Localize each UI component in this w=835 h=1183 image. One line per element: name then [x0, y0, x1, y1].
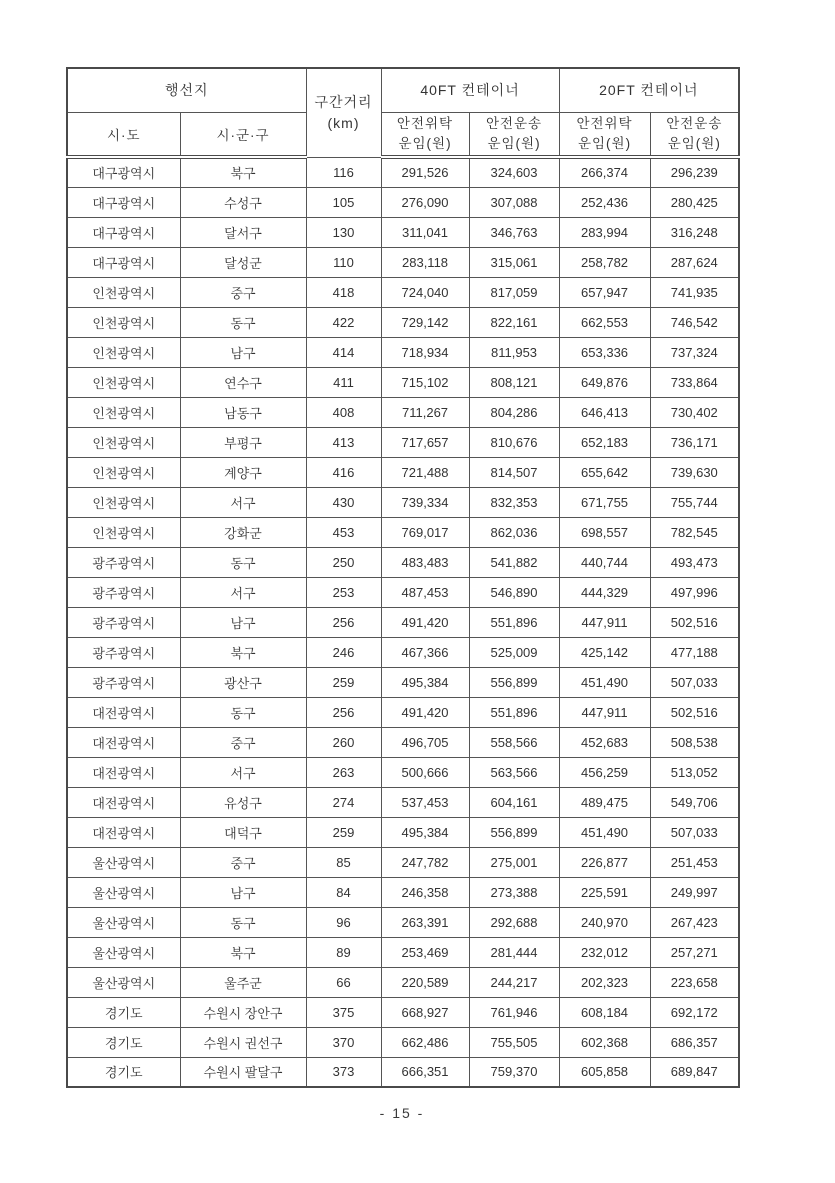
- header-row-columns: [67, 112, 739, 157]
- cell-sigungu: 남구: [180, 337, 306, 367]
- cell-sido: 대구광역시: [67, 157, 180, 187]
- cell-distance: 263: [306, 757, 381, 787]
- table-row: [67, 967, 739, 997]
- cell-sido: 대구광역시: [67, 217, 180, 247]
- cell-20ft-witak: 602,368: [559, 1027, 650, 1057]
- cell-sigungu: 연수구: [180, 367, 306, 397]
- cell-sigungu: 서구: [180, 757, 306, 787]
- cell-sigungu: 수성구: [180, 187, 306, 217]
- table-row: [67, 397, 739, 427]
- table-row: [67, 337, 739, 367]
- cell-distance: 256: [306, 607, 381, 637]
- cell-sigungu: 강화군: [180, 517, 306, 547]
- cell-distance: 110: [306, 247, 381, 277]
- cell-40ft-witak: 668,927: [381, 997, 469, 1027]
- cell-20ft-witak: 698,557: [559, 517, 650, 547]
- header-20ft-unsong: [650, 112, 739, 157]
- cell-distance: 85: [306, 847, 381, 877]
- cell-20ft-witak: 489,475: [559, 787, 650, 817]
- cell-sido: 울산광역시: [67, 907, 180, 937]
- table-row: [67, 277, 739, 307]
- cell-40ft-witak: 246,358: [381, 877, 469, 907]
- cell-distance: 274: [306, 787, 381, 817]
- cell-distance: 259: [306, 667, 381, 697]
- cell-40ft-witak: 220,589: [381, 967, 469, 997]
- cell-20ft-witak: 657,947: [559, 277, 650, 307]
- cell-20ft-witak: 662,553: [559, 307, 650, 337]
- cell-20ft-witak: 252,436: [559, 187, 650, 217]
- cell-sido: 인천광역시: [67, 307, 180, 337]
- cell-20ft-witak: 451,490: [559, 817, 650, 847]
- cell-40ft-unsong: 604,161: [469, 787, 559, 817]
- cell-sigungu: 수원시 팔달구: [180, 1057, 306, 1087]
- cell-20ft-unsong: 508,538: [650, 727, 739, 757]
- cell-distance: 96: [306, 907, 381, 937]
- cell-distance: 246: [306, 637, 381, 667]
- header-distance-line2: (km): [327, 114, 360, 131]
- cell-20ft-witak: 225,591: [559, 877, 650, 907]
- cell-40ft-witak: 537,453: [381, 787, 469, 817]
- header-40ft-unsong: [469, 112, 559, 157]
- header-sido: 시·도: [67, 112, 180, 157]
- header-20ft-witak-line2: 운임(원): [577, 135, 632, 151]
- cell-20ft-witak: 440,744: [559, 547, 650, 577]
- cell-distance: 418: [306, 277, 381, 307]
- cell-sido: 광주광역시: [67, 607, 180, 637]
- cell-distance: 116: [306, 157, 381, 187]
- table-row: [67, 187, 739, 217]
- cell-40ft-witak: 718,934: [381, 337, 469, 367]
- header-40ft-witak-line1: 안전위탁: [396, 116, 454, 132]
- cell-40ft-witak: 715,102: [381, 367, 469, 397]
- cell-sigungu: 부평구: [180, 427, 306, 457]
- cell-40ft-witak: 491,420: [381, 607, 469, 637]
- cell-20ft-witak: 283,994: [559, 217, 650, 247]
- cell-distance: 422: [306, 307, 381, 337]
- table-row: [67, 367, 739, 397]
- cell-40ft-witak: 291,526: [381, 157, 469, 187]
- cell-20ft-unsong: 316,248: [650, 217, 739, 247]
- cell-sigungu: 동구: [180, 307, 306, 337]
- cell-40ft-witak: 491,420: [381, 697, 469, 727]
- cell-20ft-witak: 652,183: [559, 427, 650, 457]
- page-number: - 15 -: [379, 1105, 425, 1121]
- cell-20ft-unsong: 507,033: [650, 817, 739, 847]
- table-row: [67, 307, 739, 337]
- cell-20ft-witak: 444,329: [559, 577, 650, 607]
- cell-40ft-unsong: 541,882: [469, 547, 559, 577]
- header-20ft-witak-line1: 안전위탁: [576, 116, 633, 132]
- cell-40ft-unsong: 755,505: [469, 1027, 559, 1057]
- cell-40ft-witak: 483,483: [381, 547, 469, 577]
- cell-20ft-witak: 232,012: [559, 937, 650, 967]
- cell-40ft-unsong: 810,676: [469, 427, 559, 457]
- cell-40ft-unsong: 556,899: [469, 817, 559, 847]
- cell-20ft-unsong: 736,171: [650, 427, 739, 457]
- cell-20ft-unsong: 686,357: [650, 1027, 739, 1057]
- table-row: [67, 937, 739, 967]
- table-row: [67, 487, 739, 517]
- cell-20ft-unsong: 755,744: [650, 487, 739, 517]
- cell-20ft-witak: 425,142: [559, 637, 650, 667]
- header-20ft-unsong-line2: 운임(원): [667, 135, 721, 151]
- cell-40ft-witak: 495,384: [381, 817, 469, 847]
- cell-sigungu: 동구: [180, 697, 306, 727]
- cell-40ft-unsong: 551,896: [469, 607, 559, 637]
- cell-20ft-witak: 653,336: [559, 337, 650, 367]
- table-row: [67, 697, 739, 727]
- cell-sido: 경기도: [67, 1027, 180, 1057]
- cell-sido: 울산광역시: [67, 967, 180, 997]
- table-row: [67, 457, 739, 487]
- cell-distance: 105: [306, 187, 381, 217]
- table-row: [67, 607, 739, 637]
- cell-distance: 430: [306, 487, 381, 517]
- cell-20ft-unsong: 267,423: [650, 907, 739, 937]
- table-row: [67, 157, 739, 187]
- cell-20ft-witak: 605,858: [559, 1057, 650, 1087]
- cell-40ft-witak: 662,486: [381, 1027, 469, 1057]
- cell-sido: 인천광역시: [67, 427, 180, 457]
- cell-sido: 광주광역시: [67, 637, 180, 667]
- cell-distance: 453: [306, 517, 381, 547]
- cell-40ft-unsong: 862,036: [469, 517, 559, 547]
- cell-sigungu: 서구: [180, 577, 306, 607]
- cell-20ft-unsong: 251,453: [650, 847, 739, 877]
- cell-20ft-unsong: 739,630: [650, 457, 739, 487]
- cell-sido: 울산광역시: [67, 847, 180, 877]
- cell-20ft-unsong: 477,188: [650, 637, 739, 667]
- cell-40ft-witak: 717,657: [381, 427, 469, 457]
- cell-40ft-unsong: 346,763: [469, 217, 559, 247]
- cell-20ft-witak: 240,970: [559, 907, 650, 937]
- table-body: [67, 157, 739, 1087]
- table-row: [67, 517, 739, 547]
- cell-distance: 408: [306, 397, 381, 427]
- cell-40ft-witak: 711,267: [381, 397, 469, 427]
- cell-40ft-unsong: 822,161: [469, 307, 559, 337]
- cell-40ft-unsong: 811,953: [469, 337, 559, 367]
- cell-sido: 대전광역시: [67, 787, 180, 817]
- cell-sigungu: 유성구: [180, 787, 306, 817]
- cell-40ft-unsong: 817,059: [469, 277, 559, 307]
- header-40ft-group: 40FT 컨테이너: [381, 68, 559, 112]
- cell-sigungu: 울주군: [180, 967, 306, 997]
- table-row: [67, 427, 739, 457]
- cell-40ft-witak: 495,384: [381, 667, 469, 697]
- cell-20ft-unsong: 730,402: [650, 397, 739, 427]
- cell-40ft-witak: 500,666: [381, 757, 469, 787]
- cell-sido: 광주광역시: [67, 547, 180, 577]
- cell-sigungu: 광산구: [180, 667, 306, 697]
- table-row: [67, 727, 739, 757]
- cell-sigungu: 남구: [180, 607, 306, 637]
- cell-40ft-unsong: 292,688: [469, 907, 559, 937]
- cell-sido: 대구광역시: [67, 247, 180, 277]
- cell-40ft-unsong: 556,899: [469, 667, 559, 697]
- cell-40ft-unsong: 307,088: [469, 187, 559, 217]
- cell-sido: 대전광역시: [67, 727, 180, 757]
- cell-20ft-witak: 447,911: [559, 697, 650, 727]
- cell-20ft-unsong: 249,997: [650, 877, 739, 907]
- cell-20ft-unsong: 513,052: [650, 757, 739, 787]
- cell-40ft-unsong: 315,061: [469, 247, 559, 277]
- cell-40ft-unsong: 761,946: [469, 997, 559, 1027]
- table-row: [67, 847, 739, 877]
- cell-40ft-unsong: 814,507: [469, 457, 559, 487]
- cell-distance: 256: [306, 697, 381, 727]
- cell-20ft-unsong: 733,864: [650, 367, 739, 397]
- cell-20ft-witak: 649,876: [559, 367, 650, 397]
- table-row: [67, 787, 739, 817]
- header-40ft-unsong-line2: 운임(원): [487, 135, 541, 151]
- cell-20ft-unsong: 257,271: [650, 937, 739, 967]
- cell-20ft-witak: 202,323: [559, 967, 650, 997]
- cell-sido: 울산광역시: [67, 937, 180, 967]
- cell-20ft-unsong: 502,516: [650, 607, 739, 637]
- header-20ft-unsong-line1: 안전운송: [666, 116, 723, 132]
- table-row: [67, 547, 739, 577]
- cell-distance: 66: [306, 967, 381, 997]
- cell-40ft-witak: 311,041: [381, 217, 469, 247]
- cell-40ft-witak: 724,040: [381, 277, 469, 307]
- cell-sido: 인천광역시: [67, 397, 180, 427]
- cell-distance: 375: [306, 997, 381, 1027]
- cell-40ft-unsong: 324,603: [469, 157, 559, 187]
- cell-40ft-witak: 769,017: [381, 517, 469, 547]
- cell-40ft-unsong: 558,566: [469, 727, 559, 757]
- cell-20ft-unsong: 741,935: [650, 277, 739, 307]
- cell-sigungu: 남구: [180, 877, 306, 907]
- header-40ft-unsong-line1: 안전운송: [485, 116, 543, 132]
- cell-sido: 울산광역시: [67, 877, 180, 907]
- cell-20ft-unsong: 223,658: [650, 967, 739, 997]
- table-row: [67, 1057, 739, 1087]
- cell-20ft-witak: 226,877: [559, 847, 650, 877]
- header-sigungu: 시·군·구: [180, 112, 306, 157]
- cell-40ft-witak: 666,351: [381, 1057, 469, 1087]
- cell-40ft-unsong: 546,890: [469, 577, 559, 607]
- cell-sigungu: 계양구: [180, 457, 306, 487]
- cell-40ft-unsong: 273,388: [469, 877, 559, 907]
- table-row: [67, 637, 739, 667]
- cell-40ft-unsong: 551,896: [469, 697, 559, 727]
- cell-20ft-unsong: 737,324: [650, 337, 739, 367]
- table-header: [67, 68, 739, 157]
- header-destination-group: 행선지: [67, 68, 306, 112]
- header-20ft-witak: [559, 112, 650, 157]
- cell-20ft-witak: 608,184: [559, 997, 650, 1027]
- cell-20ft-witak: 451,490: [559, 667, 650, 697]
- cell-20ft-unsong: 782,545: [650, 517, 739, 547]
- cell-sigungu: 대덕구: [180, 817, 306, 847]
- cell-20ft-unsong: 507,033: [650, 667, 739, 697]
- cell-20ft-witak: 655,642: [559, 457, 650, 487]
- cell-40ft-unsong: 281,444: [469, 937, 559, 967]
- cell-40ft-unsong: 525,009: [469, 637, 559, 667]
- cell-40ft-witak: 247,782: [381, 847, 469, 877]
- cell-20ft-unsong: 692,172: [650, 997, 739, 1027]
- table-row: [67, 667, 739, 697]
- cell-20ft-unsong: 502,516: [650, 697, 739, 727]
- header-distance-line1: 구간거리: [314, 94, 373, 111]
- cell-sigungu: 동구: [180, 547, 306, 577]
- cell-sigungu: 달성군: [180, 247, 306, 277]
- table-row: [67, 217, 739, 247]
- cell-sido: 인천광역시: [67, 517, 180, 547]
- freight-rate-table: [66, 67, 740, 1088]
- cell-sigungu: 남동구: [180, 397, 306, 427]
- cell-20ft-witak: 447,911: [559, 607, 650, 637]
- cell-20ft-witak: 456,259: [559, 757, 650, 787]
- cell-20ft-unsong: 296,239: [650, 157, 739, 187]
- cell-sido: 경기도: [67, 1057, 180, 1087]
- cell-40ft-witak: 496,705: [381, 727, 469, 757]
- cell-sido: 광주광역시: [67, 577, 180, 607]
- cell-40ft-unsong: 275,001: [469, 847, 559, 877]
- header-row-groups: [67, 68, 739, 112]
- cell-20ft-unsong: 497,996: [650, 577, 739, 607]
- cell-sido: 인천광역시: [67, 277, 180, 307]
- table-row: [67, 757, 739, 787]
- table-row: [67, 247, 739, 277]
- cell-20ft-unsong: 746,542: [650, 307, 739, 337]
- cell-40ft-witak: 263,391: [381, 907, 469, 937]
- header-20ft-group: 20FT 컨테이너: [559, 68, 739, 112]
- cell-sigungu: 중구: [180, 277, 306, 307]
- cell-distance: 413: [306, 427, 381, 457]
- cell-sigungu: 북구: [180, 637, 306, 667]
- cell-20ft-witak: 452,683: [559, 727, 650, 757]
- cell-20ft-witak: 266,374: [559, 157, 650, 187]
- cell-sigungu: 달서구: [180, 217, 306, 247]
- cell-distance: 130: [306, 217, 381, 247]
- cell-distance: 411: [306, 367, 381, 397]
- cell-40ft-unsong: 804,286: [469, 397, 559, 427]
- cell-distance: 259: [306, 817, 381, 847]
- cell-40ft-witak: 739,334: [381, 487, 469, 517]
- cell-distance: 84: [306, 877, 381, 907]
- cell-sido: 인천광역시: [67, 457, 180, 487]
- cell-40ft-unsong: 832,353: [469, 487, 559, 517]
- cell-40ft-witak: 276,090: [381, 187, 469, 217]
- cell-40ft-witak: 283,118: [381, 247, 469, 277]
- cell-distance: 89: [306, 937, 381, 967]
- cell-sigungu: 중구: [180, 727, 306, 757]
- cell-40ft-witak: 467,366: [381, 637, 469, 667]
- cell-40ft-unsong: 808,121: [469, 367, 559, 397]
- cell-distance: 250: [306, 547, 381, 577]
- cell-sigungu: 중구: [180, 847, 306, 877]
- cell-20ft-witak: 671,755: [559, 487, 650, 517]
- cell-40ft-unsong: 759,370: [469, 1057, 559, 1087]
- cell-sido: 인천광역시: [67, 367, 180, 397]
- cell-sido: 대전광역시: [67, 757, 180, 787]
- cell-sido: 광주광역시: [67, 667, 180, 697]
- cell-distance: 260: [306, 727, 381, 757]
- cell-sido: 인천광역시: [67, 337, 180, 367]
- header-40ft-witak-line2: 운임(원): [398, 135, 452, 151]
- cell-sigungu: 북구: [180, 157, 306, 187]
- cell-20ft-unsong: 549,706: [650, 787, 739, 817]
- table-row: [67, 1027, 739, 1057]
- cell-distance: 373: [306, 1057, 381, 1087]
- cell-sido: 대구광역시: [67, 187, 180, 217]
- header-distance: [306, 68, 381, 157]
- cell-sido: 경기도: [67, 997, 180, 1027]
- table-row: [67, 877, 739, 907]
- cell-sido: 대전광역시: [67, 697, 180, 727]
- cell-40ft-unsong: 244,217: [469, 967, 559, 997]
- cell-sido: 대전광역시: [67, 817, 180, 847]
- cell-20ft-unsong: 287,624: [650, 247, 739, 277]
- cell-40ft-unsong: 563,566: [469, 757, 559, 787]
- table-row: [67, 907, 739, 937]
- cell-sido: 인천광역시: [67, 487, 180, 517]
- cell-sigungu: 수원시 장안구: [180, 997, 306, 1027]
- cell-20ft-witak: 258,782: [559, 247, 650, 277]
- cell-20ft-witak: 646,413: [559, 397, 650, 427]
- table-row: [67, 997, 739, 1027]
- cell-40ft-witak: 721,488: [381, 457, 469, 487]
- cell-distance: 414: [306, 337, 381, 367]
- cell-sigungu: 동구: [180, 907, 306, 937]
- cell-40ft-witak: 729,142: [381, 307, 469, 337]
- table-row: [67, 817, 739, 847]
- cell-20ft-unsong: 280,425: [650, 187, 739, 217]
- cell-40ft-witak: 253,469: [381, 937, 469, 967]
- cell-distance: 416: [306, 457, 381, 487]
- table-row: [67, 577, 739, 607]
- cell-distance: 253: [306, 577, 381, 607]
- header-40ft-witak: [381, 112, 469, 157]
- cell-40ft-witak: 487,453: [381, 577, 469, 607]
- cell-sigungu: 수원시 권선구: [180, 1027, 306, 1057]
- cell-sigungu: 북구: [180, 937, 306, 967]
- cell-sigungu: 서구: [180, 487, 306, 517]
- cell-20ft-unsong: 689,847: [650, 1057, 739, 1087]
- cell-distance: 370: [306, 1027, 381, 1057]
- cell-20ft-unsong: 493,473: [650, 547, 739, 577]
